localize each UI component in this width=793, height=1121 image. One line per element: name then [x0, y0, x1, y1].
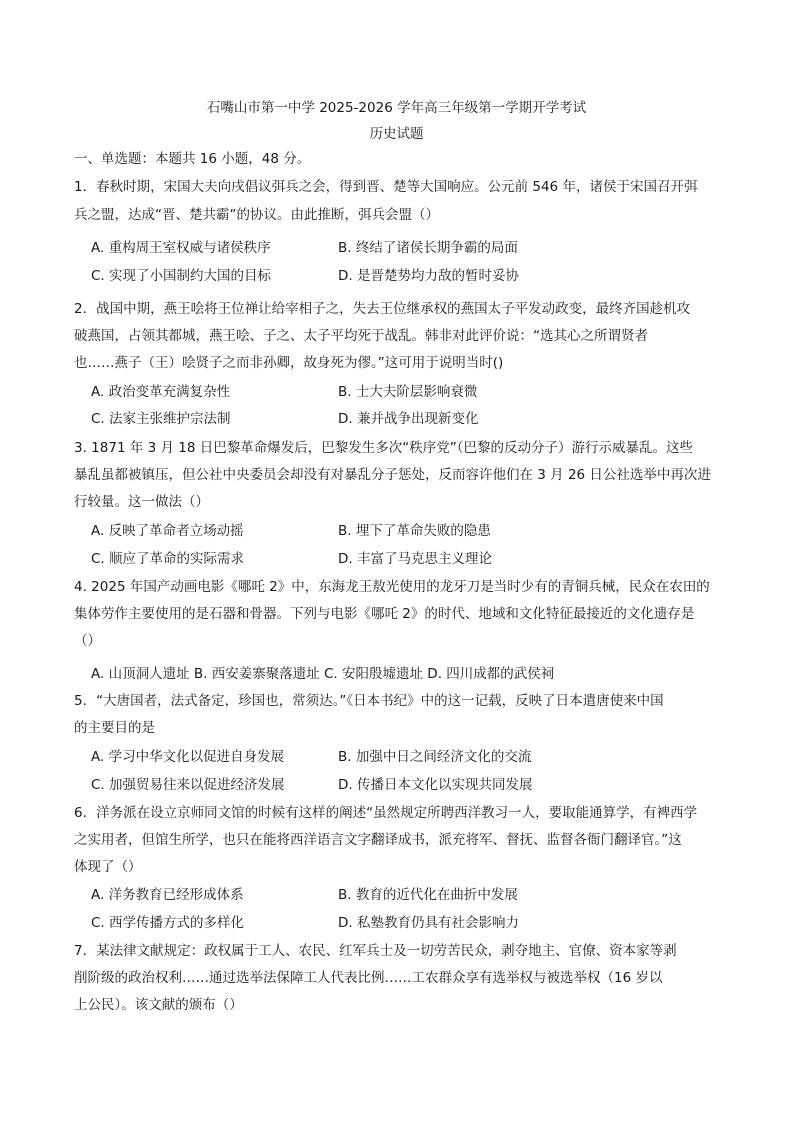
question-7-line-3: 上公民）。该文献的颁布（）	[74, 997, 243, 1013]
question-3-option-a: A. 反映了革命者立场动摇	[91, 523, 244, 539]
question-3-line-3: 行较量。这一做法（）	[74, 494, 209, 510]
question-5-line-2: 的主要目的是	[74, 720, 155, 736]
question-4-options: A. 山顶洞人遗址 B. 西安姜寨聚落遗址 C. 安阳殷墟遗址 D. 四川成都的武侯祠	[91, 666, 555, 682]
question-6-option-a: A. 洋务教育已经形成体系	[91, 887, 244, 903]
question-6-line-2: 之实用者，但馆生所学，也只在能将西洋语言文字翻译成书，派充将军、督抚、监督各衙门翻译官。”这	[74, 832, 682, 848]
question-6-line-1: 6．洋务派在设立京师同文馆的时候有这样的阐述“虽然规定所聘西洋教习一人，要取能通算学，有裨西学	[74, 805, 698, 821]
question-5-option-c: C. 加强贸易往来以促进经济发展	[91, 777, 285, 793]
exam-title: 石嘴山市第一中学 2025-2026 学年高三年级第一学期开学考试	[206, 100, 587, 116]
question-1-option-a: A. 重构周王室权威与诸侯秩序	[91, 240, 271, 256]
question-6-option-d: D. 私塾教育仍具有社会影响力	[338, 915, 519, 931]
question-4-line-2: 集体劳作主要使用的是石器和骨器。下列与电影《哪吒 2》的时代、地域和文化特征最接近的文化遗存是	[74, 606, 695, 622]
question-2-line-1: 2．战国中期，燕王哙将王位禅让给宰相子之，失去王位继承权的燕国太子平发动政变，最终齐国趁机攻	[74, 301, 691, 317]
question-2-option-a: A. 政治变革充满复杂性	[91, 384, 231, 400]
question-6-line-3: 体现了（）	[74, 859, 142, 875]
section-heading: 一、单选题：本题共 16 小题，48 分。	[74, 151, 311, 167]
question-3-line-2: 暴乱虽都被镇压，但公社中央委员会却没有对暴乱分子惩处，反而容许他们在 3 月 26 日公社选举中再次进	[74, 467, 711, 483]
question-4-line-3: （）	[74, 633, 101, 649]
question-1-option-b: B. 终结了诸侯长期争霸的局面	[338, 240, 518, 256]
question-1-line-2: 兵之盟，达成“晋、楚共霸”的协议。由此推断，弭兵会盟（）	[74, 207, 439, 223]
exam-subtitle: 历史试题	[369, 126, 424, 142]
question-7-line-2: 削阶级的政治权利……通过选举法保障工人代表比例……工农群众享有选举权与被选举权（16 岁以	[74, 970, 663, 986]
question-2-line-3: 也……燕子（王）哙贤子之而非孙卿，故身死为僇。”这可用于说明当时()	[74, 355, 504, 371]
question-3-option-b: B. 埋下了革命失败的隐患	[338, 523, 491, 539]
question-5-line-1: 5．“大唐国者，法式备定，珍国也，常须达。”《日本书纪》中的这一记载，反映了日本遣唐使来中国	[74, 693, 664, 709]
question-5-option-a: A. 学习中华文化以促进自身发展	[91, 749, 285, 765]
question-1-line-1: 1．春秋时期，宋国大夫向戌倡议弭兵之会，得到晋、楚等大国响应。公元前 546 年，诸侯于宋国召开弭	[74, 179, 698, 195]
question-2-line-2: 破燕国，占领其都城，燕王哙、子之、太子平均死于战乱。韩非对此评价说：“选其心之所谓贤者	[74, 328, 648, 344]
question-2-option-c: C. 法家主张维护宗法制	[91, 411, 231, 427]
question-3-option-c: C. 顺应了革命的实际需求	[91, 551, 245, 567]
question-2-option-d: D. 兼并战争出现新变化	[338, 411, 479, 427]
question-1-option-c: C. 实现了小国制约大国的目标	[91, 268, 272, 284]
question-1-option-d: D. 是晋楚势均力敌的暂时妥协	[338, 268, 519, 284]
question-6-option-c: C. 西学传播方式的多样化	[91, 915, 245, 931]
question-5-option-b: B. 加强中日之间经济文化的交流	[338, 749, 532, 765]
question-3-option-d: D. 丰富了马克思主义理论	[338, 551, 492, 567]
question-7-line-1: 7．某法律文献规定：政权属于工人、农民、红军兵士及一切劳苦民众，剥夺地主、官僚、资本家等剥	[74, 943, 677, 959]
question-6-option-b: B. 教育的近代化在曲折中发展	[338, 887, 518, 903]
question-3-line-1: 3. 1871 年 3 月 18 日巴黎革命爆发后，巴黎发生多次“秩序党”（巴黎的反动分子）游行示威暴乱。这些	[74, 440, 693, 456]
question-2-option-b: B. 士大夫阶层影响衰微	[338, 384, 478, 400]
question-4-line-1: 4. 2025 年国产动画电影《哪吒 2》中，东海龙王敖光使用的龙牙刀是当时少有的青铜兵械，民众在农田的	[74, 579, 710, 595]
question-5-option-d: D. 传播日本文化以实现共同发展	[338, 777, 533, 793]
